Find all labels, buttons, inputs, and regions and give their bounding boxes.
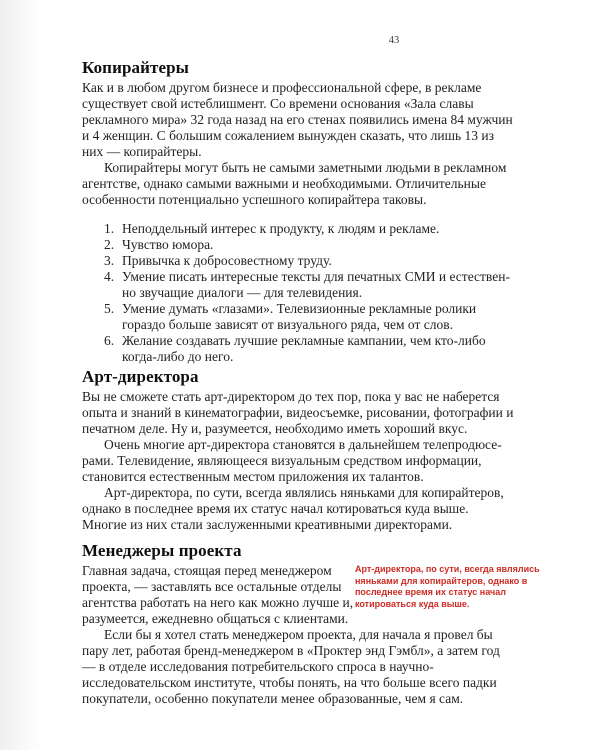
art-directors-paragraph-3: Арт-директора, по сути, всегда являлись няньками для копирайтеров, однако в последнее время их статус начал котироваться куда выше. Многие из них стали заслуженными креативными директорами. xyxy=(82,485,504,532)
list-item xyxy=(104,333,514,365)
margin-note: Арт-директора, по сути, всегда являлись няньками для копирайтеров, однако в последнее время их статус начал котироваться куда выше. xyxy=(355,564,540,609)
list-item-text: Чувство юмора. xyxy=(122,237,214,252)
project-managers-paragraph-1: Главная задача, стоящая перед менеджером проекта, — заставлять все остальные отделы агентства работать на него как можно лучше и, разумеется, ежедневно общаться с клиентами. xyxy=(82,563,354,626)
list-item-text: Неподдельный интерес к продукту, к людям и рекламе. xyxy=(122,221,440,236)
page-content xyxy=(82,58,540,707)
art-directors-paragraph-1: Вы не сможете стать арт-директором до тех пор, пока у вас не наберется опыта и знаний в кинематографии, видеосъемке, рисовании, фотографии и печатном деле. Ну и, разумеется, необходимо иметь хороший вкус. xyxy=(82,389,514,436)
copywriters-paragraph-1: Как и в любом другом бизнесе и профессиональной сфере, в рекламе существует свой истеблишмент. Со времени основания «Зала славы рекламного мира» 32 года назад на его стенах появились имена 84 мужчин и 4 женщин. С большим сожалением вынужден сказать, что лишь 13 из них — копирайтеры. xyxy=(82,80,513,159)
list-item xyxy=(104,237,514,253)
page-number: 43 xyxy=(388,35,400,46)
copywriter-traits-list xyxy=(82,221,514,365)
list-item-number: 3. xyxy=(104,253,115,268)
list-item xyxy=(104,301,514,333)
list-item-number: 1. xyxy=(104,221,115,236)
list-item-number: 6. xyxy=(104,333,115,348)
project-managers-paragraph-2: Если бы я хотел стать менеджером проекта, для начала я провел бы пару лет, работая бренд-менеджером в «Проктер энд Гэмбл», а затем год — в отделе исследования потребительского спроса в научно-исследовательском институте, чтобы понять, на что больше всего падки покупатели, особенно покупатели менее образованные, чем я сам. xyxy=(82,627,500,706)
list-item xyxy=(104,269,514,301)
list-item xyxy=(104,221,514,237)
section-heading-copywriters: Копирайтеры xyxy=(82,58,190,77)
list-item-text: Желание создавать лучшие рекламные кампании, чем кто-либо когда-либо до него. xyxy=(122,333,486,364)
project-managers-row xyxy=(82,563,540,627)
list-item-number: 5. xyxy=(104,301,115,316)
section-heading-project-managers: Менеджеры проекта xyxy=(82,541,242,560)
list-item-text: Привычка к добросовестному труду. xyxy=(122,253,332,268)
list-item-number: 4. xyxy=(104,269,115,284)
list-item xyxy=(104,253,514,269)
section-heading-art-directors: Арт-директора xyxy=(82,367,199,386)
list-item-text: Умение думать «глазами». Телевизионные рекламные ролики гораздо больше зависят от визуального ряда, чем от слов. xyxy=(122,301,477,332)
list-item-number: 2. xyxy=(104,237,115,252)
art-directors-paragraph-2: Очень многие арт-директора становятся в дальнейшем телепродюсерами. Телевидение, являющееся визуальным средством информации, становится естественным местом приложения их талантов. xyxy=(82,437,502,484)
copywriters-paragraph-2: Копирайтеры могут быть не самыми заметными людьми в рекламном агентстве, однако самыми важными и необходимыми. Отличительные особенности потенциально успешного копирайтера таковы. xyxy=(82,160,507,207)
list-item-text: Умение писать интересные тексты для печатных СМИ и естественно звучащие диалоги — для телевидения. xyxy=(122,269,510,300)
